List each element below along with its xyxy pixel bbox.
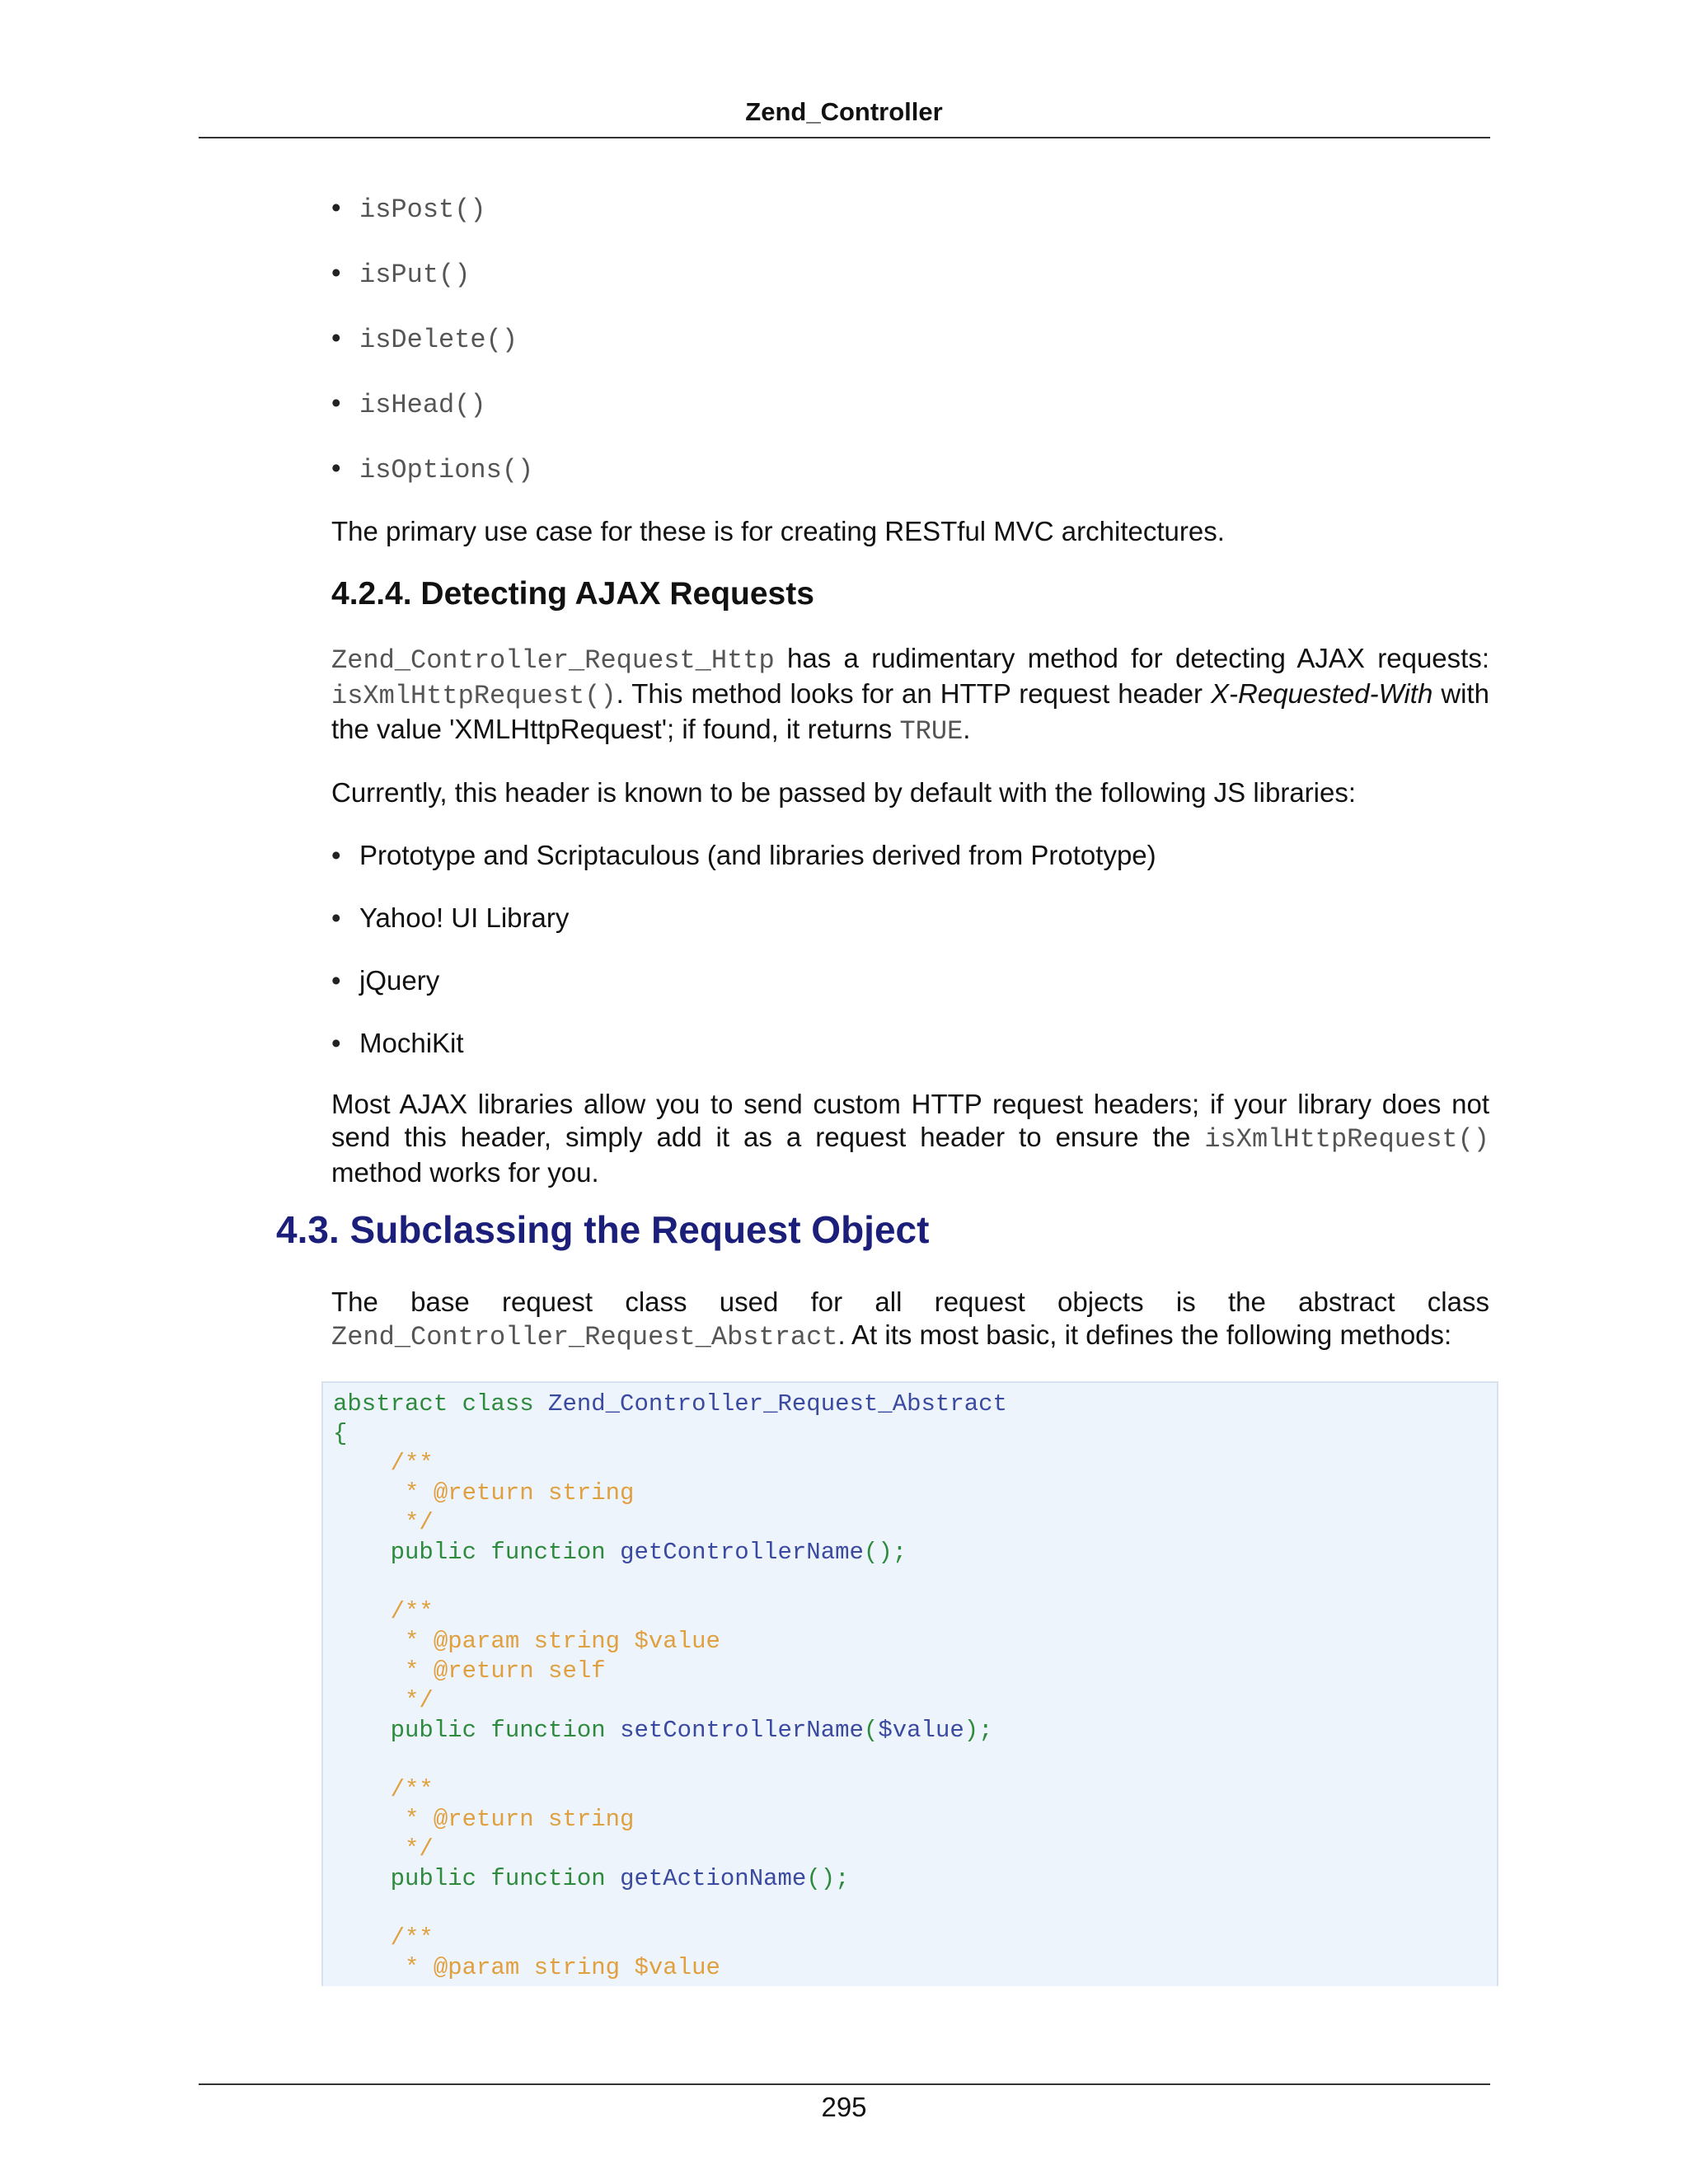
list-item	[331, 450, 1489, 489]
method-name: isPut()	[359, 260, 471, 290]
method-name: isXmlHttpRequest()	[1204, 1124, 1489, 1155]
header-name: X-Requested-With	[1211, 678, 1433, 709]
code-line	[333, 1420, 347, 1447]
code-line	[333, 1479, 634, 1507]
code-line	[333, 1390, 1007, 1418]
text-run: Most AJAX libraries allow you to send custom HTTP request headers; if your library does not send this header, simply add it as a request header to ensure the	[331, 1089, 1489, 1152]
list-item	[331, 385, 1489, 424]
class-name: Zend_Controller_Request_Http	[331, 645, 775, 676]
header-rule	[199, 137, 1490, 138]
list-item: • jQuery	[331, 963, 1489, 999]
true-constant: TRUE	[899, 716, 964, 747]
method-name: isHead()	[359, 390, 486, 420]
ajax-paragraph-2: Currently, this header is known to be passed by default with the following JS libraries:	[331, 777, 1357, 808]
text-run: with the value 'XMLHttpRequest'; if found, it returns	[331, 678, 1489, 744]
class-name: Zend_Controller_Request_Abstract	[331, 1322, 838, 1352]
code-token: * @return string	[333, 1806, 635, 1833]
method-name: isOptions()	[359, 455, 534, 485]
code-token: public function	[333, 1865, 621, 1892]
code-token: {	[333, 1420, 348, 1447]
code-line	[333, 1776, 434, 1803]
subclass-intro-line-2	[331, 1319, 1489, 1354]
list-item: • MochiKit	[331, 1025, 1489, 1062]
code-line	[333, 1954, 720, 1981]
code-token: */	[333, 1835, 434, 1863]
code-token: ();	[863, 1539, 907, 1566]
main-content	[331, 190, 1489, 1217]
text-run: has a rudimentary method for detecting AJAX requests:	[774, 643, 1489, 673]
code-listing	[323, 1383, 1497, 1983]
code-token: * @return self	[333, 1657, 606, 1685]
code-token: getControllerName	[620, 1539, 864, 1566]
code-token: * @param string $value	[333, 1954, 720, 1981]
text-run: method works for you.	[331, 1157, 599, 1188]
running-header-title: Zend_Controller	[745, 97, 943, 126]
code-line	[333, 1628, 720, 1655]
code-line	[333, 1717, 993, 1744]
ajax-paragraph-3	[331, 1088, 1489, 1189]
code-token: * @param string $value	[333, 1628, 720, 1655]
code-line	[333, 1835, 434, 1863]
text-run: . This method looks for an HTTP request header	[616, 678, 1212, 709]
method-list	[331, 190, 1489, 489]
text-run: . At its most basic, it defines the following methods:	[837, 1319, 1452, 1350]
method-name: isXmlHttpRequest()	[331, 681, 617, 711]
code-line	[333, 1598, 434, 1625]
footer-rule	[199, 2083, 1490, 2085]
code-token: getActionName	[620, 1865, 807, 1892]
code-line	[333, 1806, 634, 1833]
code-token: /**	[333, 1924, 434, 1952]
restful-note: The primary use case for these is for creating RESTful MVC architectures.	[331, 516, 1225, 546]
code-token: (	[863, 1717, 879, 1744]
code-line	[333, 1509, 434, 1536]
code-token: /**	[333, 1598, 434, 1625]
ajax-heading: 4.2.4. Detecting AJAX Requests	[331, 576, 814, 612]
code-token: abstract class	[333, 1390, 549, 1418]
library-list	[331, 837, 1489, 1062]
code-block	[321, 1381, 1498, 1986]
code-token: Zend_Controller_Request_Abstract	[548, 1390, 1007, 1418]
code-token: * @return string	[333, 1479, 635, 1507]
method-name: isDelete()	[359, 325, 518, 355]
code-token: ();	[806, 1865, 850, 1892]
code-token: public function	[333, 1539, 621, 1566]
text-run: .	[963, 714, 971, 744]
code-token: /**	[333, 1450, 434, 1477]
subclass-intro-line-1: The base request class used for all request objects is the abstract class	[331, 1286, 1489, 1317]
code-line	[333, 1865, 850, 1892]
method-name: isPost()	[359, 194, 486, 225]
list-item: • Prototype and Scriptaculous (and libraries derived from Prototype)	[331, 837, 1489, 874]
code-token: */	[333, 1687, 434, 1714]
section-body	[331, 1286, 1489, 1382]
code-token: */	[333, 1509, 434, 1536]
list-item	[331, 255, 1489, 293]
code-token: setControllerName	[620, 1717, 864, 1744]
page-number: 295	[821, 2092, 867, 2122]
code-line	[333, 1687, 434, 1714]
code-token: public function	[333, 1717, 621, 1744]
code-line	[333, 1450, 434, 1477]
code-line	[333, 1539, 907, 1566]
code-token: /**	[333, 1776, 434, 1803]
ajax-paragraph-1	[331, 642, 1489, 748]
list-item	[331, 320, 1489, 359]
section-heading: 4.3. Subclassing the Request Object	[276, 1208, 930, 1251]
code-token: );	[964, 1717, 993, 1744]
code-line	[333, 1657, 606, 1685]
code-line	[333, 1924, 434, 1952]
code-token: $value	[878, 1717, 964, 1744]
list-item	[331, 190, 1489, 228]
list-item: • Yahoo! UI Library	[331, 900, 1489, 936]
